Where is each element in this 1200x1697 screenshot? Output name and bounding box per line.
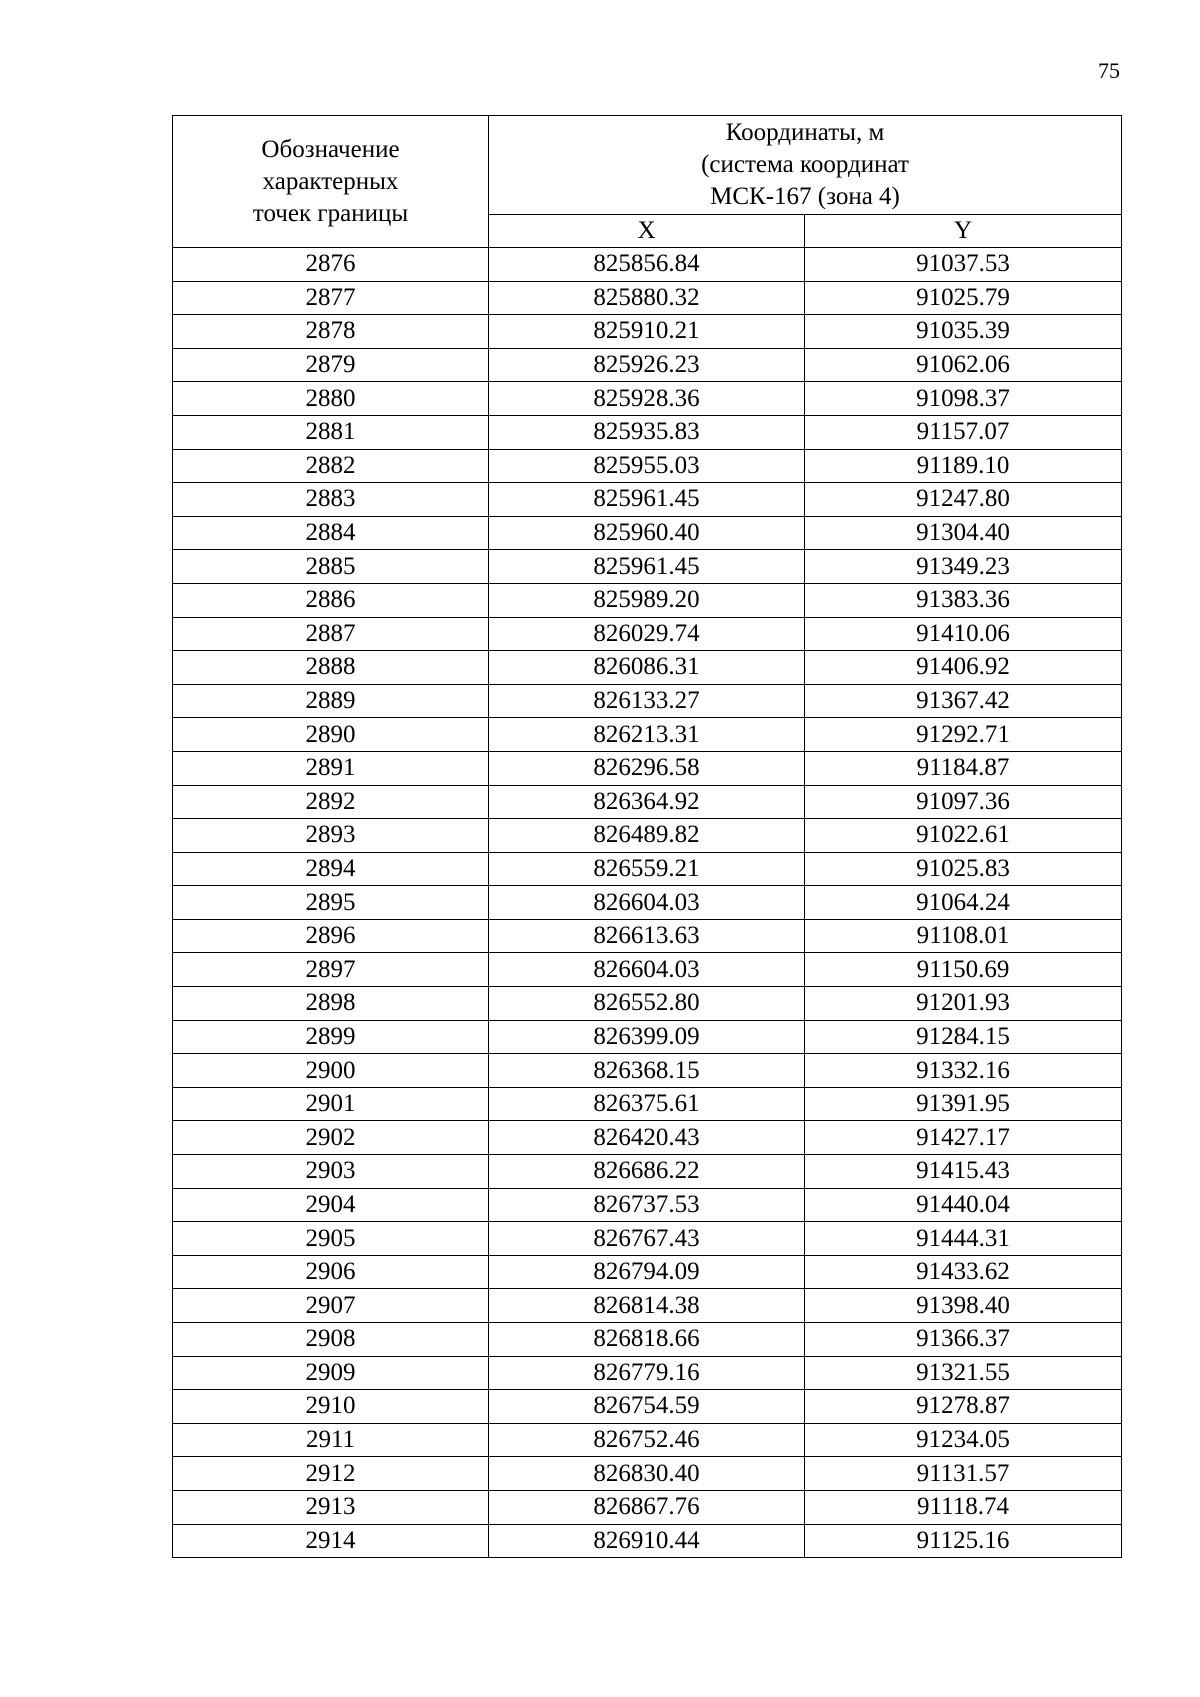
y-cell: 91406.92 <box>805 651 1122 685</box>
y-cell: 91064.24 <box>805 886 1122 920</box>
x-cell: 826752.46 <box>489 1423 805 1457</box>
page-number: 75 <box>1098 58 1120 83</box>
point-cell: 2899 <box>173 1020 489 1054</box>
coordinates-header <box>489 116 1122 215</box>
y-cell: 91304.40 <box>805 516 1122 550</box>
x-cell: 826296.58 <box>489 751 805 785</box>
point-cell: 2909 <box>173 1356 489 1390</box>
x-cell: 826779.16 <box>489 1356 805 1390</box>
point-cell: 2876 <box>173 248 489 282</box>
x-cell: 826867.76 <box>489 1490 805 1524</box>
table-row <box>173 449 1122 483</box>
table-row <box>173 651 1122 685</box>
point-cell: 2880 <box>173 382 489 416</box>
y-cell: 91234.05 <box>805 1423 1122 1457</box>
x-cell: 826794.09 <box>489 1255 805 1289</box>
point-cell: 2903 <box>173 1155 489 1189</box>
y-cell: 91332.16 <box>805 1054 1122 1088</box>
y-cell: 91131.57 <box>805 1457 1122 1491</box>
table-row <box>173 1490 1122 1524</box>
y-cell: 91433.62 <box>805 1255 1122 1289</box>
table-body <box>173 248 1122 1558</box>
y-cell: 91037.53 <box>805 248 1122 282</box>
header-coords-line: МСК-167 (зона 4) <box>710 182 900 210</box>
table-row <box>173 415 1122 449</box>
y-cell: 91157.07 <box>805 415 1122 449</box>
point-cell: 2888 <box>173 651 489 685</box>
header-label-line: характерных <box>262 167 399 195</box>
header-coords-line: (система координат <box>701 150 909 178</box>
x-cell: 826489.82 <box>489 819 805 853</box>
y-cell: 91025.83 <box>805 852 1122 886</box>
y-cell: 91108.01 <box>805 919 1122 953</box>
y-cell: 91278.87 <box>805 1390 1122 1424</box>
point-cell: 2896 <box>173 919 489 953</box>
point-cell: 2892 <box>173 785 489 819</box>
x-cell: 825880.32 <box>489 281 805 315</box>
point-cell: 2897 <box>173 953 489 987</box>
y-cell: 91349.23 <box>805 550 1122 584</box>
point-cell: 2911 <box>173 1423 489 1457</box>
x-cell: 826910.44 <box>489 1524 805 1558</box>
point-cell: 2890 <box>173 718 489 752</box>
x-cell: 825961.45 <box>489 483 805 517</box>
point-cell: 2891 <box>173 751 489 785</box>
x-cell: 826818.66 <box>489 1323 805 1357</box>
table-row <box>173 1087 1122 1121</box>
point-cell: 2913 <box>173 1490 489 1524</box>
header-label-line: точек границы <box>252 199 409 227</box>
table-row <box>173 1155 1122 1189</box>
y-cell: 91321.55 <box>805 1356 1122 1390</box>
x-cell: 825910.21 <box>489 315 805 349</box>
table-row <box>173 315 1122 349</box>
y-cell: 91247.80 <box>805 483 1122 517</box>
point-cell: 2902 <box>173 1121 489 1155</box>
table-row <box>173 953 1122 987</box>
table-row <box>173 248 1122 282</box>
coordinates-table <box>172 115 1122 1558</box>
table-row <box>173 684 1122 718</box>
y-cell: 91440.04 <box>805 1188 1122 1222</box>
y-cell: 91035.39 <box>805 315 1122 349</box>
table-row <box>173 718 1122 752</box>
point-cell: 2914 <box>173 1524 489 1558</box>
x-cell: 826830.40 <box>489 1457 805 1491</box>
x-cell: 825935.83 <box>489 415 805 449</box>
x-cell: 826420.43 <box>489 1121 805 1155</box>
point-cell: 2907 <box>173 1289 489 1323</box>
point-cell: 2908 <box>173 1323 489 1357</box>
point-cell: 2879 <box>173 348 489 382</box>
table-row <box>173 348 1122 382</box>
y-cell: 91383.36 <box>805 583 1122 617</box>
point-cell: 2898 <box>173 987 489 1021</box>
point-cell: 2878 <box>173 315 489 349</box>
x-cell: 826686.22 <box>489 1155 805 1189</box>
header-coords-line: Координаты, м <box>725 118 885 146</box>
y-cell: 91415.43 <box>805 1155 1122 1189</box>
y-cell: 91444.31 <box>805 1222 1122 1256</box>
y-cell: 91398.40 <box>805 1289 1122 1323</box>
y-cell: 91098.37 <box>805 382 1122 416</box>
point-cell: 2882 <box>173 449 489 483</box>
point-cell: 2894 <box>173 852 489 886</box>
x-cell: 826029.74 <box>489 617 805 651</box>
table-row <box>173 852 1122 886</box>
y-cell: 91097.36 <box>805 785 1122 819</box>
x-cell: 826737.53 <box>489 1188 805 1222</box>
y-cell: 91150.69 <box>805 953 1122 987</box>
point-cell: 2887 <box>173 617 489 651</box>
table-row <box>173 281 1122 315</box>
x-cell: 826814.38 <box>489 1289 805 1323</box>
table-row <box>173 987 1122 1021</box>
table-row <box>173 382 1122 416</box>
point-cell: 2885 <box>173 550 489 584</box>
x-cell: 826604.03 <box>489 953 805 987</box>
y-cell: 91284.15 <box>805 1020 1122 1054</box>
point-cell: 2881 <box>173 415 489 449</box>
table-row <box>173 1289 1122 1323</box>
point-cell: 2883 <box>173 483 489 517</box>
y-cell: 91367.42 <box>805 684 1122 718</box>
table-row <box>173 483 1122 517</box>
x-cell: 825960.40 <box>489 516 805 550</box>
x-cell: 826133.27 <box>489 684 805 718</box>
x-cell: 826559.21 <box>489 852 805 886</box>
point-cell: 2906 <box>173 1255 489 1289</box>
x-cell: 826368.15 <box>489 1054 805 1088</box>
table-row <box>173 1020 1122 1054</box>
table-row <box>173 1121 1122 1155</box>
x-cell: 826364.92 <box>489 785 805 819</box>
table-row <box>173 819 1122 853</box>
table-row <box>173 1222 1122 1256</box>
x-cell: 825926.23 <box>489 348 805 382</box>
x-column-header: X <box>489 214 805 247</box>
point-cell: 2900 <box>173 1054 489 1088</box>
point-cell: 2893 <box>173 819 489 853</box>
point-cell: 2889 <box>173 684 489 718</box>
table-row <box>173 919 1122 953</box>
y-cell: 91025.79 <box>805 281 1122 315</box>
point-cell: 2912 <box>173 1457 489 1491</box>
table-row <box>173 751 1122 785</box>
x-cell: 825856.84 <box>489 248 805 282</box>
y-cell: 91391.95 <box>805 1087 1122 1121</box>
point-cell: 2877 <box>173 281 489 315</box>
table-row <box>173 886 1122 920</box>
x-cell: 826754.59 <box>489 1390 805 1424</box>
point-cell: 2905 <box>173 1222 489 1256</box>
table-row <box>173 1423 1122 1457</box>
x-cell: 825928.36 <box>489 382 805 416</box>
point-cell: 2910 <box>173 1390 489 1424</box>
x-cell: 826604.03 <box>489 886 805 920</box>
table-row <box>173 550 1122 584</box>
x-cell: 826767.43 <box>489 1222 805 1256</box>
y-cell: 91184.87 <box>805 751 1122 785</box>
x-cell: 826213.31 <box>489 718 805 752</box>
y-cell: 91410.06 <box>805 617 1122 651</box>
table-row <box>173 583 1122 617</box>
y-cell: 91125.16 <box>805 1524 1122 1558</box>
table-row <box>173 1255 1122 1289</box>
y-cell: 91201.93 <box>805 987 1122 1021</box>
table-row <box>173 516 1122 550</box>
table-header <box>173 116 1122 248</box>
table-row <box>173 617 1122 651</box>
y-cell: 91118.74 <box>805 1490 1122 1524</box>
table-row <box>173 1390 1122 1424</box>
table-row <box>173 1524 1122 1558</box>
table-row <box>173 785 1122 819</box>
table-row <box>173 1188 1122 1222</box>
x-cell: 826375.61 <box>489 1087 805 1121</box>
point-cell: 2904 <box>173 1188 489 1222</box>
table-row <box>173 1356 1122 1390</box>
x-cell: 826552.80 <box>489 987 805 1021</box>
point-cell: 2901 <box>173 1087 489 1121</box>
header-label-line: Обозначение <box>261 135 400 163</box>
x-cell: 825989.20 <box>489 583 805 617</box>
y-cell: 91062.06 <box>805 348 1122 382</box>
table-row <box>173 1323 1122 1357</box>
y-cell: 91189.10 <box>805 449 1122 483</box>
x-cell: 826613.63 <box>489 919 805 953</box>
y-cell: 91022.61 <box>805 819 1122 853</box>
table-row <box>173 1457 1122 1491</box>
point-label-header <box>173 116 489 248</box>
y-cell: 91427.17 <box>805 1121 1122 1155</box>
table-row <box>173 1054 1122 1088</box>
x-cell: 825955.03 <box>489 449 805 483</box>
y-cell: 91366.37 <box>805 1323 1122 1357</box>
y-column-header: Y <box>805 214 1122 247</box>
x-cell: 825961.45 <box>489 550 805 584</box>
point-cell: 2895 <box>173 886 489 920</box>
point-cell: 2886 <box>173 583 489 617</box>
y-cell: 91292.71 <box>805 718 1122 752</box>
point-cell: 2884 <box>173 516 489 550</box>
x-cell: 826399.09 <box>489 1020 805 1054</box>
x-cell: 826086.31 <box>489 651 805 685</box>
